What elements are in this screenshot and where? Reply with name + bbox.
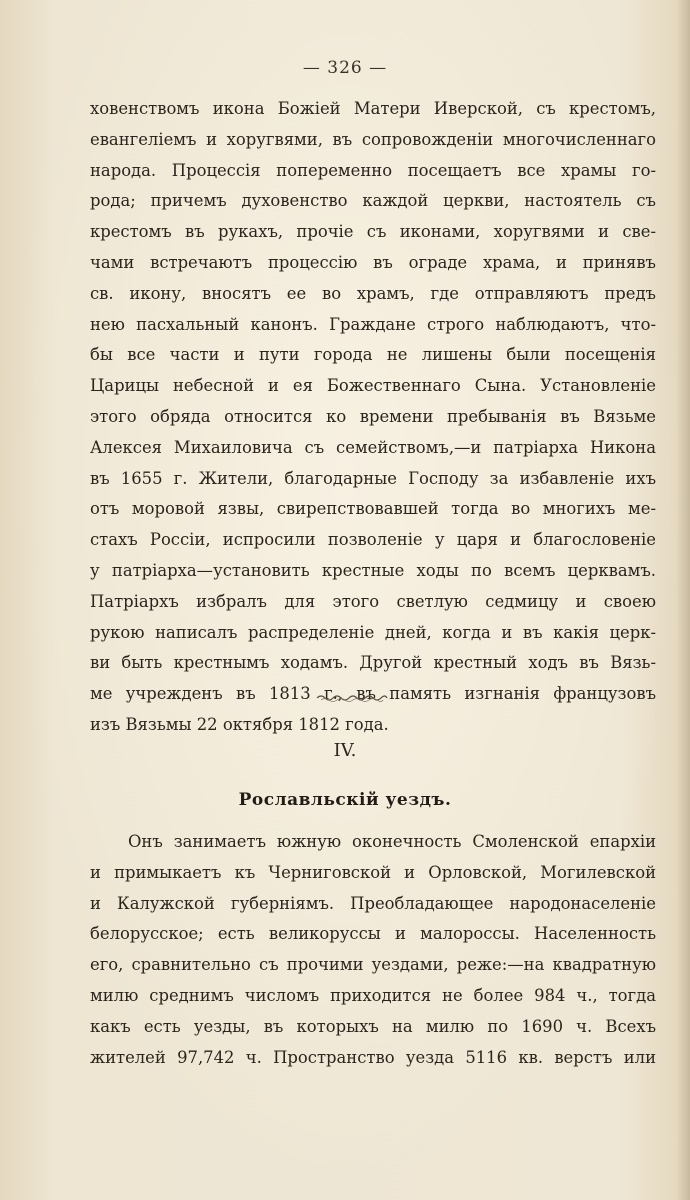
text-line: рода; причемъ духовенство каждой церкви, настоятель съ [90,191,656,211]
text-line: и Калужской губерніямъ. Преобладающее народонаселеніе [90,893,656,913]
text-line: изъ Вязьмы 22 октября 1812 года. [90,714,389,734]
text-line: евангеліемъ и хоругвями, въ сопровожденіи многочисленнаго [90,129,656,149]
text-line: св. икону, вносятъ ее во храмъ, где отправляютъ предъ [90,283,656,303]
text-line: Царицы небесной и ея Божественнаго Сына. Установленіе [90,376,656,396]
text-line: жителей 97,742 ч. Пространство уезда 5116 кв. верстъ или [90,1047,656,1067]
text-line: и примыкаетъ къ Черниговской и Орловской, Могилевской [90,862,656,882]
upper-text-block [90,94,656,741]
text-line: бы все части и пути города не лишены были посещенія [90,345,656,365]
text-line: у патріарха—установить крестные ходы по всемъ церквамъ. [90,560,656,580]
text-line: какъ есть уезды, въ которыхъ на милю по 1690 ч. Всехъ [90,1016,656,1036]
text-line: ви быть крестнымъ ходамъ. Другой крестный ходъ въ Вязь- [90,653,656,673]
section-number: IV. [333,740,357,761]
text-line: ховенствомъ икона Божіей Матери Иверской, съ крестомъ, [90,99,656,118]
text-line: белорусское; есть великоруссы и малороссы. Населенность [90,924,656,944]
text-line: Патріархъ избралъ для этого светлую седмицу и своею [90,591,656,611]
text-line: этого обряда относится ко времени пребыванія въ Вязьме [90,406,656,426]
section-title: Рославльскій уездъ. [238,790,452,810]
text-line: его, сравнительно съ прочими уездами, реже:—на квадратную [90,955,656,975]
text-line: Онъ занимаетъ южную оконечность Смоленской епархіи [128,832,656,851]
page-edge-shadow [676,0,690,1200]
text-line: чами встречаютъ процессію въ ограде храма, и принявъ [90,252,656,272]
text-line: въ 1655 г. Жители, благодарные Господу за избавленіе ихъ [90,468,656,488]
page-number: — 326 — [302,58,388,78]
wavy-divider-ornament [315,688,389,708]
text-line: крестомъ въ рукахъ, прочіе съ иконами, хоругвями и све- [90,222,656,242]
text-line: отъ моровой язвы, свирепствовавшей тогда во многихъ ме- [90,499,656,519]
lower-text-block [90,827,656,1073]
text-line: Алексея Михаиловича съ семействомъ,—и патріарха Никона [90,437,656,457]
text-line: народа. Процессія попеременно посещаетъ все храмы го- [90,160,656,180]
text-line: стахъ Россіи, испросили позволеніе у царя и благословеніе [90,530,656,550]
text-line: милю среднимъ числомъ приходится не более 984 ч., тогда [90,985,656,1005]
text-line: рукою написалъ распределеніе дней, когда и въ какія церк- [90,622,656,642]
text-line: ме учрежденъ въ 1813 г., въ память изгнанія французовъ [90,684,656,704]
text-line: нею пасхальный канонъ. Граждане строго наблюдаютъ, что- [90,314,656,334]
